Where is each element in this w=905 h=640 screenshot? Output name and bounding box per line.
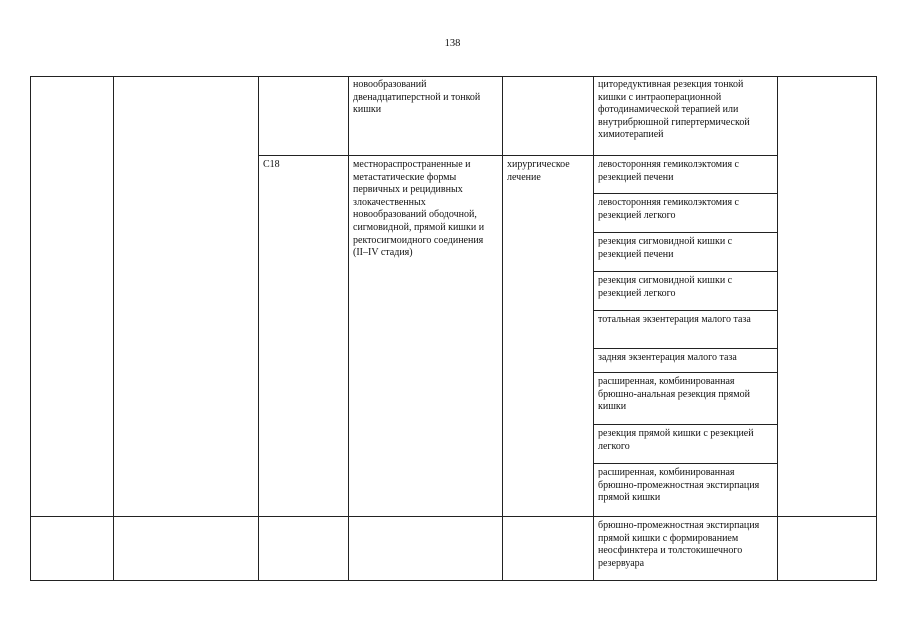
cell-norm xyxy=(778,517,877,581)
cell-code: C18 xyxy=(259,156,349,517)
table-row xyxy=(31,517,877,581)
cell-number xyxy=(31,77,114,517)
cell-group-name xyxy=(114,517,259,581)
cell-method: циторедуктивная резекция тонкой кишки с интраоперационной фотодинамической терапией или внутрибрюшной гипертермической химиотерапией xyxy=(594,77,778,156)
cell-diagnosis: местнораспространенные и метастатические формы первичных и рецидивных злокачественных новообразований ободочной, сигмовидной, прямой кишки и ректосигмоидного соединения (II–IV стадия) xyxy=(349,156,503,517)
cell-norm xyxy=(778,77,877,517)
cell-diagnosis: новообразований двенадцатиперстной и тонкой кишки xyxy=(349,77,503,156)
table-row xyxy=(31,77,877,156)
cell-method: тотальная экзентерация малого таза xyxy=(594,311,778,349)
cell-method: задняя экзентерация малого таза xyxy=(594,349,778,373)
cell-code xyxy=(259,77,349,156)
cell-group-name xyxy=(114,77,259,517)
cell-method: брюшно-промежностная экстирпация прямой кишки с формированием неосфинктера и толстокишечного резервуара xyxy=(594,517,778,581)
page-number: 138 xyxy=(444,38,461,49)
cell-treatment-type: хирургическое лечение xyxy=(503,156,594,517)
cell-treatment-type xyxy=(503,517,594,581)
cell-method: левосторонняя гемиколэктомия с резекцией легкого xyxy=(594,194,778,233)
cell-method: резекция прямой кишки с резекцией легкого xyxy=(594,425,778,464)
cell-number xyxy=(31,517,114,581)
cell-method: расширенная, комбинированная брюшно-промежностная экстирпация прямой кишки xyxy=(594,464,778,517)
cell-treatment-type xyxy=(503,77,594,156)
cell-method: резекция сигмовидной кишки с резекцией печени xyxy=(594,233,778,272)
cell-method: резекция сигмовидной кишки с резекцией легкого xyxy=(594,272,778,311)
cell-method: левосторонняя гемиколэктомия с резекцией печени xyxy=(594,156,778,194)
cell-code xyxy=(259,517,349,581)
treatment-table xyxy=(30,76,877,581)
cell-method: расширенная, комбинированная брюшно-анальная резекция прямой кишки xyxy=(594,373,778,425)
cell-diagnosis xyxy=(349,517,503,581)
